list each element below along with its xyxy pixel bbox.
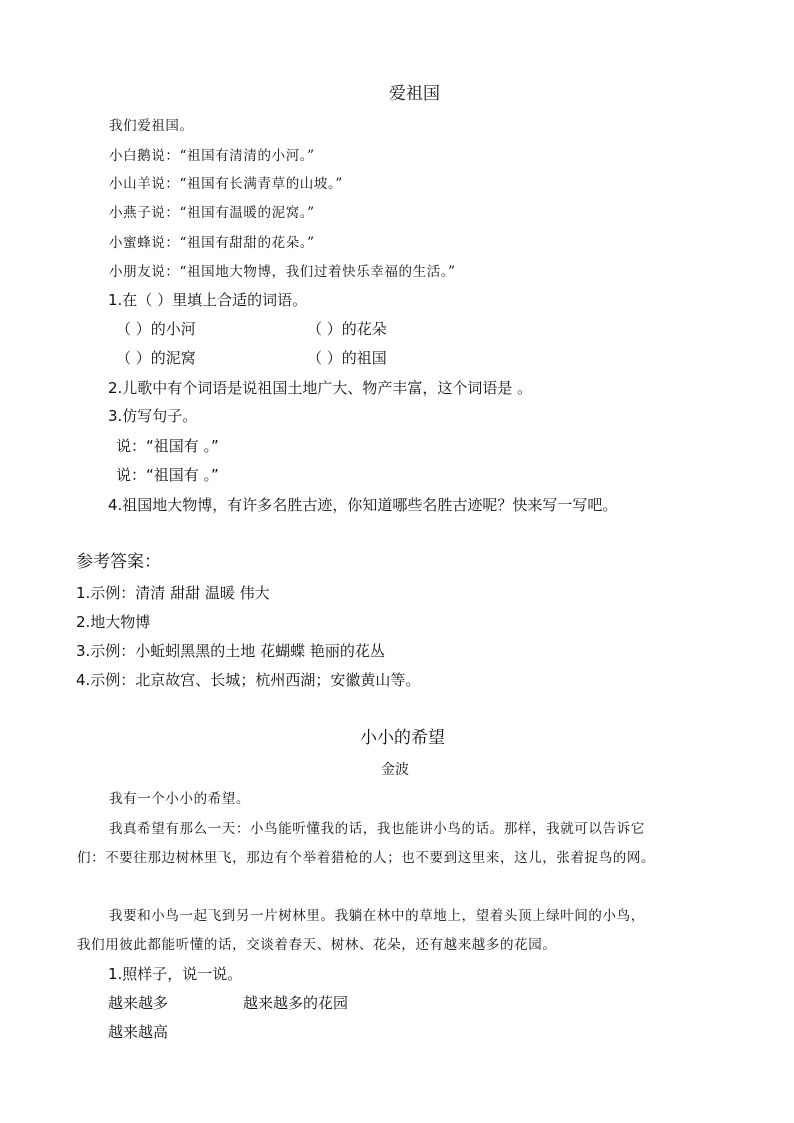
poem-line: 小朋友说：“祖国地大物博，我们过着快乐幸福的生活。” (109, 264, 456, 280)
poem-line: 小山羊说：“祖国有长满青草的山坡。” (109, 176, 343, 192)
blank-phrase: （ ）的祖国 (307, 349, 387, 367)
story-question-1: 1.照样子，说一说。 (108, 965, 243, 983)
answer-item: 3.示例：小蚯蚓黑黑的土地 花蝴蝶 艳丽的花丛 (76, 642, 385, 660)
answer-item: 1.示例：清清 甜甜 温暖 伟大 (76, 584, 270, 602)
answers-heading: 参考答案： (76, 552, 161, 572)
blank-phrase: （ ）的花朵 (307, 320, 387, 338)
example-phrase: 越来越多的花园 (243, 994, 349, 1012)
question-4: 4.祖国地大物博，有许多名胜古迹，你知道哪些名胜古迹呢？快来写一写吧。 (108, 496, 618, 514)
question-2: 2.儿歌中有个词语是说祖国土地广大、物产丰富，这个词语是 。 (108, 379, 533, 397)
story-paragraph: 我有一个小小的希望。 (109, 791, 250, 807)
answer-item: 4.示例：北京故宫、长城；杭州西湖；安徽黄山等。 (76, 671, 421, 689)
poem-line: 小白鹅说：“祖国有清清的小河。” (109, 148, 315, 164)
story-paragraph: 们：不要往那边树林里飞，那边有个举着猎枪的人；也不要到这里来，这儿，张着捉鸟的网。 (77, 850, 656, 866)
story-paragraph: 我要和小鸟一起飞到另一片树林里。我躺在林中的草地上，望着头顶上绿叶间的小鸟， (109, 908, 645, 924)
story-author: 金波 (381, 762, 409, 778)
question-3: 3.仿写句子。 (108, 407, 198, 425)
poem-title: 爱祖国 (389, 84, 440, 104)
example-phrase: 越来越高 (108, 1023, 169, 1041)
story-paragraph: 我真希望有那么一天：小鸟能听懂我的话，我也能讲小鸟的话。那样，我就可以告诉它 (109, 821, 645, 837)
example-phrase: 越来越多 (108, 994, 169, 1012)
imitation-line: 说：“祖国有 。” (116, 466, 219, 484)
poem-line: 我们爱祖国。 (109, 118, 194, 134)
blank-phrase: （ ）的小河 (116, 320, 196, 338)
poem-line: 小蜜蜂说：“祖国有甜甜的花朵。” (109, 235, 315, 251)
blank-phrase: （ ）的泥窝 (116, 349, 196, 367)
poem-line: 小燕子说：“祖国有温暖的泥窝。” (109, 205, 315, 221)
story-title: 小小的希望 (360, 728, 445, 748)
imitation-line: 说：“祖国有 。” (116, 437, 219, 455)
answer-item: 2.地大物博 (76, 613, 151, 631)
question-1: 1.在（ ）里填上合适的词语。 (108, 291, 308, 309)
story-paragraph: 我们用彼此都能听懂的话，交谈着春天、树林、花朵，还有越来越多的花园。 (77, 937, 557, 953)
